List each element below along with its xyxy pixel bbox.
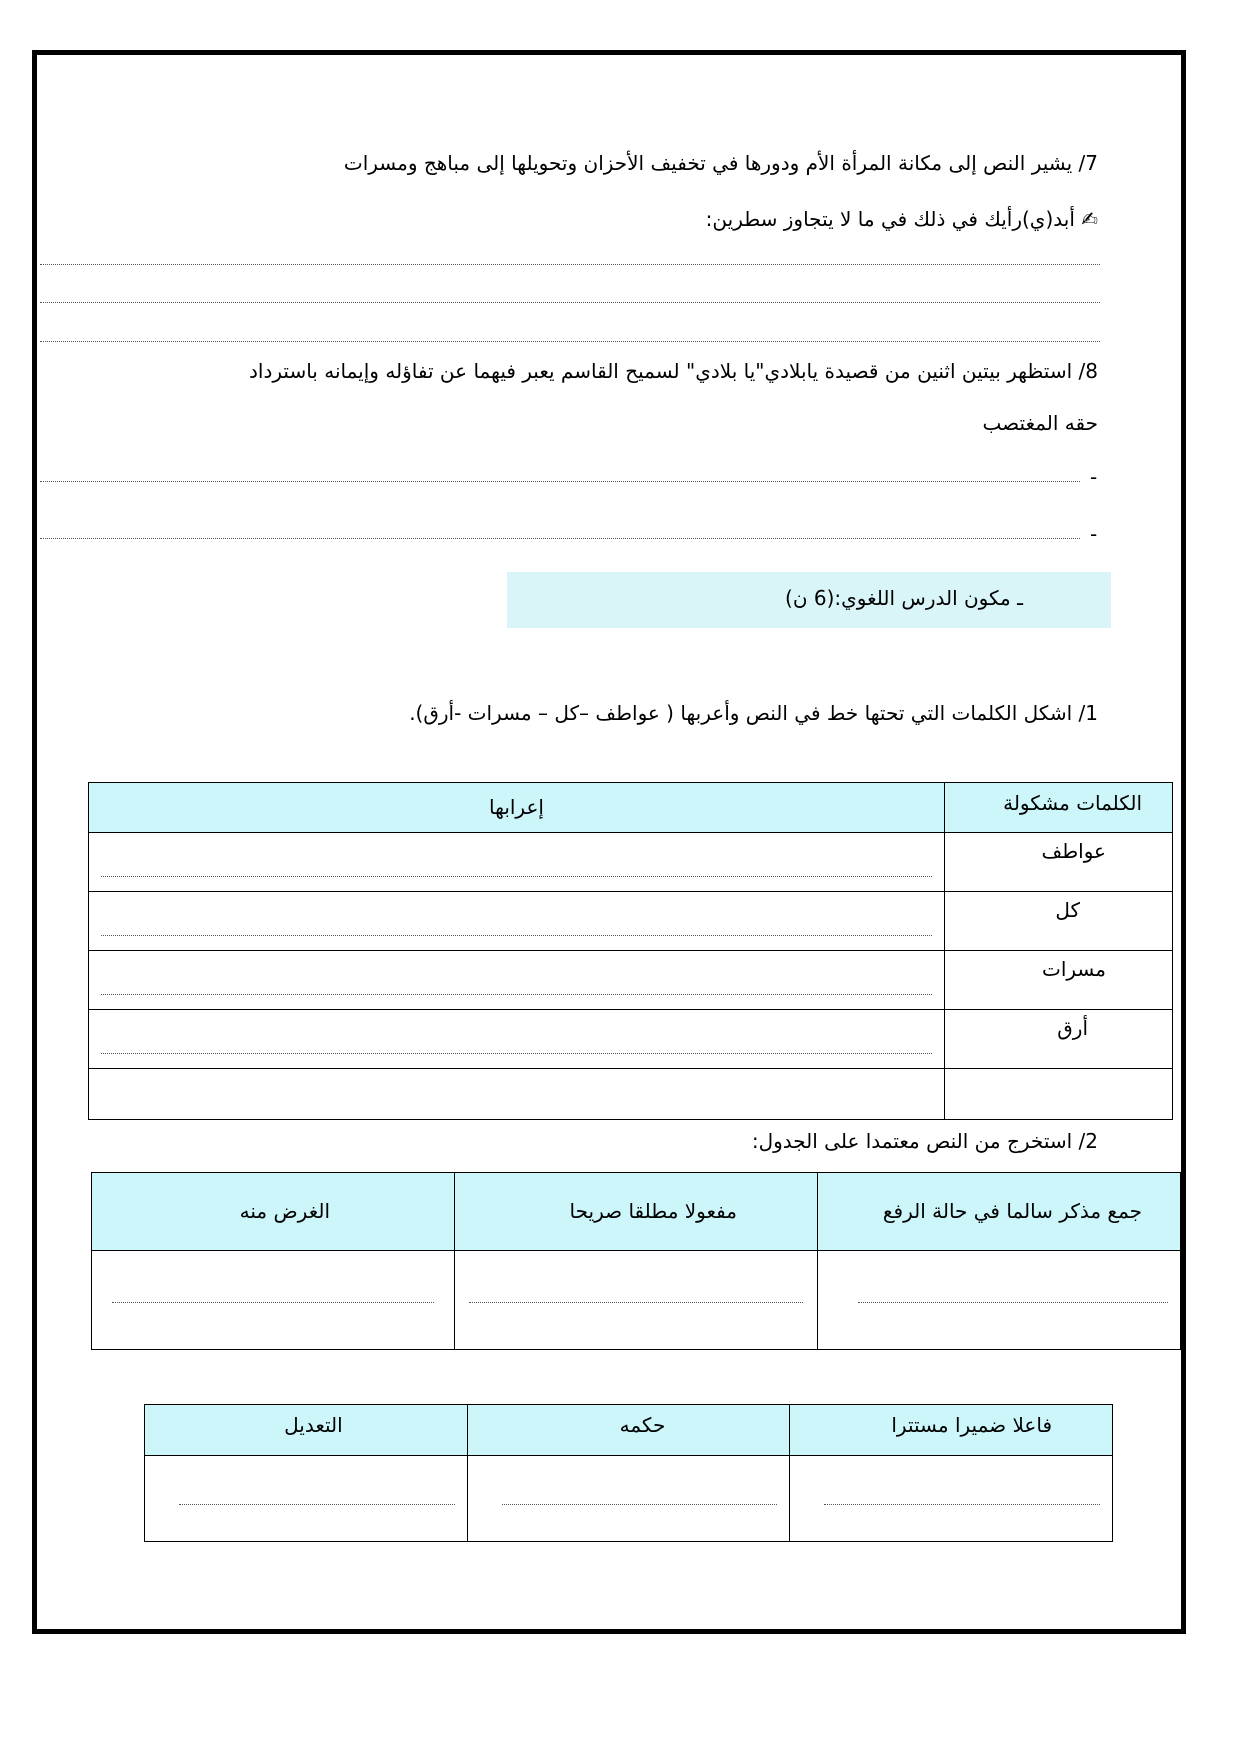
word-cell: أرق (945, 1010, 1173, 1069)
table-row (89, 1010, 1173, 1069)
answer-cell[interactable] (455, 1251, 818, 1350)
parse-cell[interactable] (89, 1010, 945, 1069)
q7-line1: 7/ يشير النص إلى مكانة المرأة الأم ودورها في تخفيف الأحزان وتحويلها إلى مباهج ومسرات (343, 151, 1098, 175)
table-row (89, 1069, 1173, 1120)
pencil-icon: ✍ (1081, 207, 1098, 231)
header-ruling: حكمه (467, 1405, 790, 1456)
answer-cell[interactable] (818, 1251, 1181, 1350)
section-title: ـ مكون الدرس اللغوي:(6 ن) (785, 586, 1023, 610)
header-parse: إعرابها (89, 783, 945, 833)
q7-line2: أبد(ي)رأيك في ذلك في ما لا يتجاوز سطرين: (705, 207, 1075, 231)
word-cell: مسرات (945, 951, 1173, 1010)
answer-line[interactable] (40, 264, 1100, 265)
parse-cell[interactable] (89, 833, 945, 892)
parsing-table (88, 782, 1173, 1120)
answer-line[interactable] (40, 302, 1100, 303)
section-banner (507, 572, 1111, 628)
q8-line1: 8/ استظهر بيتين اثنين من قصيدة يابلادي"يا بلادي" لسميح القاسم يعبر فيهما عن تفاؤله وإيمانه باسترداد (249, 359, 1098, 383)
word-cell (945, 1069, 1173, 1120)
answer-line[interactable] (40, 538, 1080, 539)
header-plural: جمع مذكر سالما في حالة الرفع (818, 1173, 1181, 1251)
header-hidden-pronoun: فاعلا ضميرا مستترا (790, 1405, 1113, 1456)
extraction-table-1 (91, 1172, 1181, 1350)
table-row (89, 892, 1173, 951)
header-purpose: الغرض منه (92, 1173, 455, 1251)
answer-line[interactable] (40, 341, 1100, 342)
header-word: الكلمات مشكولة (945, 783, 1173, 833)
header-absolute-object: مفعولا مطلقا صريحا (455, 1173, 818, 1251)
word-cell: كل (945, 892, 1173, 951)
q2-prompt: 2/ استخرج من النص معتمدا على الجدول: (751, 1129, 1098, 1153)
q8-line2: حقه المغتصب (982, 411, 1098, 435)
table-row (89, 951, 1173, 1010)
table-row (92, 1251, 1181, 1350)
answer-cell[interactable] (145, 1456, 468, 1542)
table-row (145, 1456, 1113, 1542)
q7-line2-wrap (706, 206, 1098, 232)
parse-cell[interactable] (89, 1069, 945, 1120)
answer-cell[interactable] (790, 1456, 1113, 1542)
answer-line[interactable] (40, 481, 1080, 482)
word-cell: عواطف (945, 833, 1173, 892)
dash-marker: - (1090, 465, 1098, 489)
q1-prompt: 1/ اشكل الكلمات التي تحتها خط في النص وأعربها ( عواطف –كل – مسرات -أرق). (409, 701, 1098, 725)
answer-cell[interactable] (467, 1456, 790, 1542)
parse-cell[interactable] (89, 892, 945, 951)
dash-marker: - (1090, 522, 1098, 546)
table-row (89, 833, 1173, 892)
answer-cell[interactable] (92, 1251, 455, 1350)
parse-cell[interactable] (89, 951, 945, 1010)
header-modification: التعديل (145, 1405, 468, 1456)
extraction-table-2 (144, 1404, 1113, 1542)
